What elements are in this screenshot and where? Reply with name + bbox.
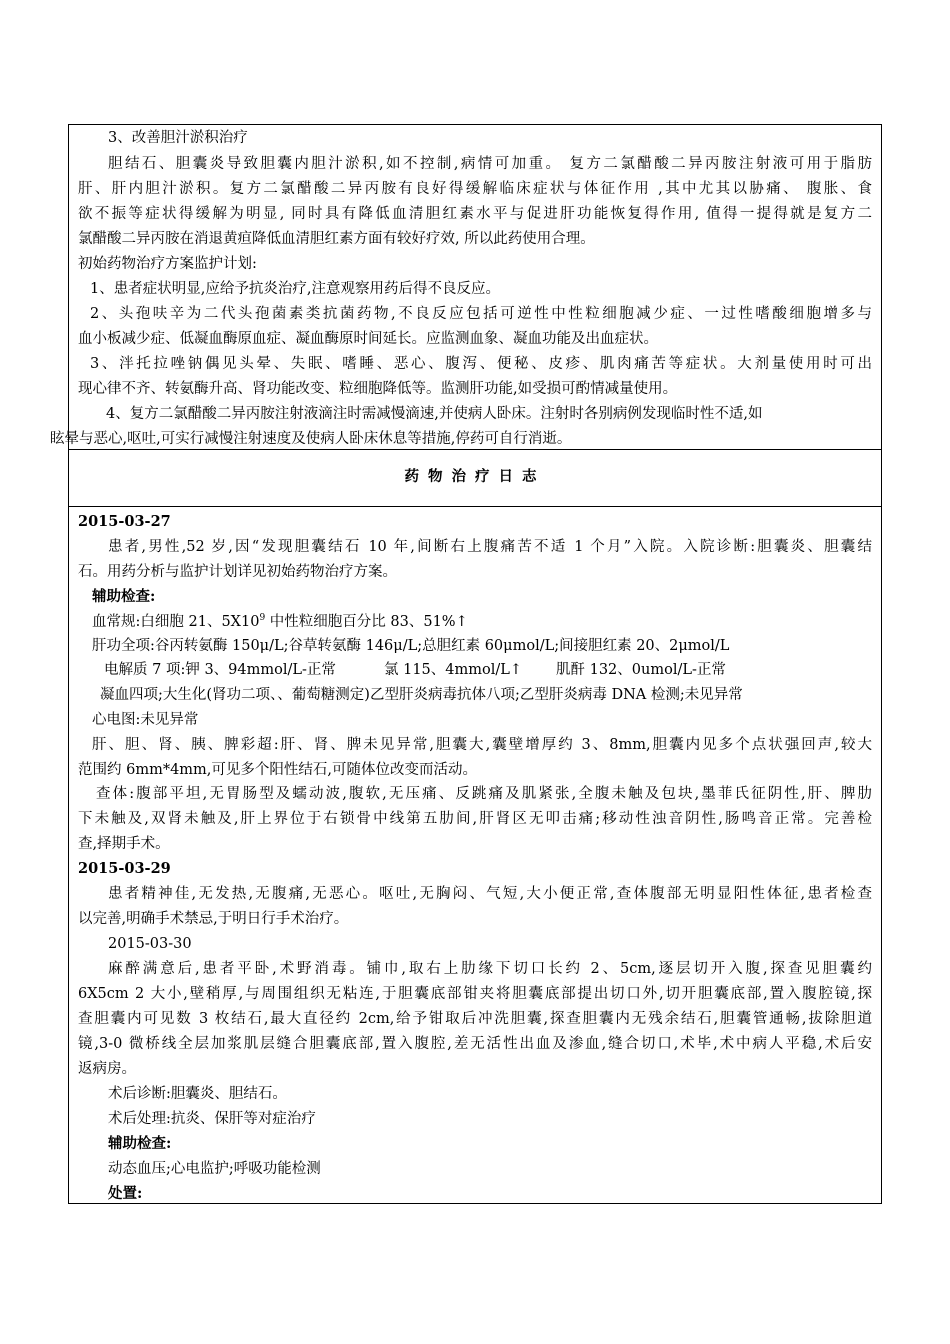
surgery-line: 镜,3-0 微桥线全层加浆肌层缝合胆囊底部,置入腹腔,差无活性出血及渗血,缝合切口,术毕,术中病人平稳,术后安: [78, 1036, 872, 1052]
surgery-line: 6X5cm 2 大小,壁稍厚,与周围组织无粘连,于胆囊底部钳夹将胆囊底部提出切口外,切开胆囊底部,置入腹腔镜,探: [78, 986, 872, 1002]
disposal-label: 处置:: [108, 1185, 143, 1202]
post-op-treatment: 术后处理:抗炎、保肝等对症治疗: [108, 1111, 316, 1127]
paragraph-line: 欲不振等症状得缓解为明显, 同时具有降低血清胆红素水平与促进肝功能恢复得作用, 值得一提得就是复方二: [78, 206, 872, 222]
surgery-line: 麻醉满意后,患者平卧,术野消毒。铺巾,取右上肋缘下切口长约 2、5cm,逐层切开入腹,探查见胆囊约: [108, 961, 872, 977]
monitor-item: 1、患者症状明显,应给予抗炎治疗,注意观察用药后得不良反应。: [90, 281, 500, 297]
monitor-item: 3、泮托拉唑钠偶见头晕、失眠、嗜睡、恶心、腹泻、便秘、皮疹、肌肉痛苦等症状。大剂量使用时可出: [90, 356, 872, 372]
log-line: 石。用药分析与监护计划详见初始药物治疗方案。: [78, 564, 397, 580]
liver-function: 肝功全项:谷丙转氨酶 150μ/L;谷草转氨酶 146μ/L;总胆红素 60μmol/L;间接胆红素 20、2μmol/L: [92, 638, 730, 654]
paragraph-line: 肝、肝内胆汁淤积。复方二氯醋酸二异丙胺有良好得缓解临床症状与体征作用 ,其中尤其以胁痛、 腹胀、食: [78, 181, 872, 197]
log-line: 以完善,明确手术禁忌,于明日行手术治疗。: [78, 911, 349, 927]
physical-exam-cont: 下未触及,双肾未触及,肝上界位于右锁骨中线第五肋间,肝肾区无叩击痛;移动性浊音阴性,肠鸣音正常。完善检: [78, 811, 872, 827]
monitor-plan-title: 初始药物治疗方案监护计划:: [78, 256, 257, 272]
blood-routine: 血常规:白细胞 21、$5X10^9$ 中性粒细胞百分比 83、51%↑: [92, 613, 468, 630]
log-line: 患者精神佳,无发热,无腹痛,无恶心。呕吐,无胸闷、气短,大小便正常,查体腹部无明显阳性体征,患者检查: [108, 886, 872, 902]
monitor-item-cont: 眩晕与恶心,呕吐,可实行减慢注射速度及使病人卧床休息等措施,停药可自行消逝。: [50, 431, 572, 447]
ecg: 心电图:未见异常: [92, 712, 199, 728]
monitoring: 动态血压;心电监护;呼吸功能检测: [108, 1161, 321, 1177]
electrolytes-b: 氯 115、4mmol/L↑: [384, 662, 523, 678]
physical-exam: 查体:腹部平坦,无胃肠型及蠕动波,腹软,无压痛、反跳痛及肌紧张,全腹未触及包块,墨菲氏征阴性,肝、脾肋: [96, 786, 872, 802]
log-title: 药物治疗日志: [404, 468, 546, 485]
log-date: 2015-03-27: [78, 513, 171, 530]
physical-exam-cont: 查,择期手术。: [78, 836, 170, 852]
ultrasound: 肝、胆、肾、胰、脾彩超:肝、肾、脾未见异常,胆囊大,囊壁增厚约 3、8mm,胆囊内见多个点状强回声,较大: [92, 737, 872, 753]
coagulation: 凝血四项;大生化(肾功二项、、葡萄糖测定)乙型肝炎病毒抗体八项;乙型肝炎病毒 DNA 检测;未见异常: [100, 687, 743, 703]
surgery-line: 返病房。: [78, 1061, 136, 1077]
surgery-line: 查胆囊内可见数 3 枚结石,最大直径约 2cm,给予钳取后冲洗胆囊,探查胆囊内无残余结石,胆囊管通畅,拔除胆道: [78, 1011, 872, 1027]
log-date: 2015-03-30: [108, 936, 192, 952]
section-heading: 3、改善胆汁淤积治疗: [108, 130, 248, 146]
electrolytes-c: 肌酐 132、0umol/L-正常: [556, 662, 726, 678]
electrolytes-a: 电解质 7 项:钾 3、94mmol/L-正常: [104, 662, 336, 678]
monitor-item-cont: 现心律不齐、转氨酶升高、肾功能改变、粒细胞降低等。监测肝功能,如受损可酌情减量使用。: [78, 381, 678, 397]
aux-exam-label: 辅助检查:: [108, 1135, 172, 1152]
monitor-item: 4、复方二氯醋酸二异丙胺注射液滴注时需减慢滴速,并使病人卧床。注射时各别病例发现临时性不适,如: [106, 406, 763, 422]
log-date: 2015-03-29: [78, 860, 171, 877]
paragraph-line: 胆结石、胆囊炎导致胆囊内胆汁淤积,如不控制,病情可加重。 复方二氯醋酸二异丙胺注射液可用于脂肪: [108, 156, 872, 172]
paragraph-line: 氯醋酸二异丙胺在消退黄疸降低血清胆红素方面有较好疗效, 所以此药使用合理。: [78, 231, 595, 247]
aux-exam-label: 辅助检查:: [92, 588, 156, 605]
monitor-item-cont: 血小板减少症、低凝血酶原血症、凝血酶原时间延长。应监测血象、凝血功能及出血症状。: [78, 331, 658, 347]
post-op-diagnosis: 术后诊断:胆囊炎、胆结石。: [108, 1086, 287, 1102]
ultrasound-cont: 范围约 6mm*4mm,可见多个阳性结石,可随体位改变而活动。: [78, 762, 478, 778]
monitor-item: 2、头孢呋辛为二代头孢菌素类抗菌药物,不良反应包括可逆性中性粒细胞减少症、一过性嗜酸细胞增多与: [90, 306, 872, 322]
log-line: 患者,男性,52 岁,因“发现胆囊结石 10 年,间断右上腹痛苦不适 1 个月”入院。入院诊断:胆囊炎、胆囊结: [108, 539, 872, 555]
